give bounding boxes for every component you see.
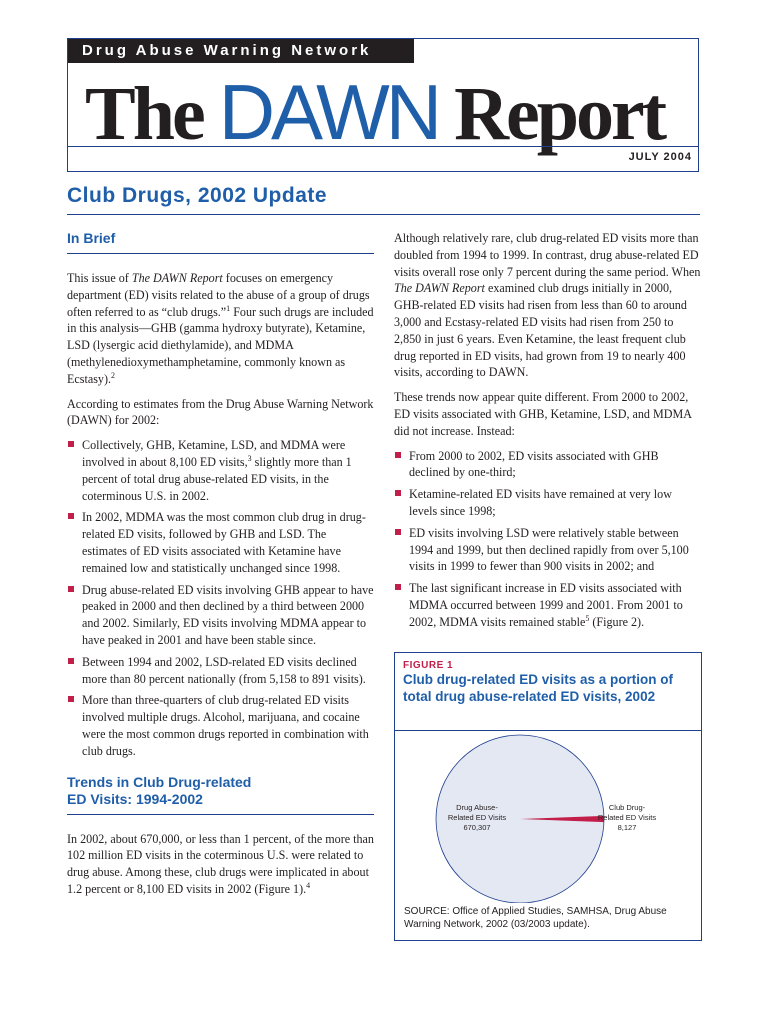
footnote-ref: 2 (111, 370, 115, 380)
text-run: ED visits involving LSD were relatively stable between 1994 and 1999, but then declined rapidly from over 5,100 visits in 1999 to fewer than 900 visits in 2002; and (409, 525, 689, 574)
footnote-ref: 4 (306, 880, 311, 890)
figure-source: SOURCE: Office of Applied Studies, SAMHSA, Drug Abuse Warning Network, 2002 (03/2003 update). (404, 906, 667, 930)
intro-paragraph (67, 270, 374, 388)
issue-date: JULY 2004 (628, 151, 692, 163)
publication-name: The DAWN Report (131, 271, 223, 285)
figure-label: FIGURE 1 (403, 660, 454, 671)
bullet-square-icon (68, 441, 74, 447)
figure-title: Club drug-related ED visits as a portion of total drug abuse-related ED visits, 2002 (403, 672, 674, 704)
figure-1 (394, 652, 702, 941)
bullet-square-icon (68, 696, 74, 702)
list-item (67, 437, 374, 504)
list-item (394, 486, 701, 520)
pie-label-abuse (429, 803, 525, 833)
in-brief-heading: In Brief (67, 230, 374, 254)
slice-label: Club Drug- (608, 803, 646, 812)
masthead-rule (68, 146, 698, 147)
text-run: This issue of (67, 271, 132, 285)
heading-line: Trends in Club Drug-related (67, 773, 252, 790)
list-item (394, 448, 701, 482)
bullet-square-icon (68, 658, 74, 664)
pie-label-club (589, 803, 665, 833)
text-run: focuses on emergency department (ED) visits related to the abuse of a group of drugs often referred to as “club drugs.” (67, 271, 370, 319)
text-run: examined club drugs initially in 2000, GHB-related ED visits had risen from less than 60 to around 3,000 and Ecstasy-related ED visits had risen from 250 to 2,850 in just 6 years. Even Ketamine, the least frequent club drug reported in ED visits, had grown from 19 to nearly 400 visits, according to DAWN. (394, 281, 687, 380)
list-item (67, 654, 374, 688)
text-run: slightly more than 1 percent of total drug abuse-related ED visits, in the coterminous U.S. in 2002. (82, 454, 352, 503)
bullet-square-icon (68, 586, 74, 592)
bullet-square-icon (68, 513, 74, 519)
in-brief-list (67, 437, 374, 759)
title-divider (67, 214, 700, 215)
title-the: The (85, 72, 203, 156)
bullet-square-icon (395, 490, 401, 496)
history-paragraph (394, 230, 701, 381)
trends-list (394, 448, 701, 631)
text-run: (Figure 2). (589, 614, 645, 629)
text-run: More than three-quarters of club drug-related ED visits involved multiple drugs. Alcohol, marijuana, and cocaine were the most common drugs reported in combination with club drugs. (82, 693, 369, 758)
masthead (67, 38, 699, 172)
text-run: In 2002, about 670,000, or less than 1 percent, of the more than 102 million ED visits in the coterminous U.S. were related to drug abuse. Among these, club drugs were implicated in about 1.2 percent or 8,100 ED visits in 2002 (Figure 1). (67, 831, 374, 896)
text-run: Collectively, GHB, Ketamine, LSD, and MDMA were involved in about 8,100 ED visits, (82, 438, 346, 469)
text-run: Between 1994 and 2002, LSD-related ED visits declined more than 80 percent nationally (from 5,158 to 891 visits). (82, 654, 366, 686)
list-item (67, 509, 374, 576)
trends-paragraph (67, 831, 374, 898)
network-name: Drug Abuse Warning Network (68, 39, 414, 63)
bullet-square-icon (395, 584, 401, 590)
text-run: Ketamine-related ED visits have remained at very low levels since 1998; (409, 487, 672, 518)
list-item (67, 582, 374, 649)
slice-label: Related ED Visits (597, 813, 657, 822)
bullet-square-icon (395, 529, 401, 535)
slice-label: Drug Abuse- (456, 803, 498, 812)
footnote-ref: 3 (247, 453, 252, 463)
right-column (394, 230, 701, 639)
list-item (394, 580, 701, 630)
publication-title (85, 67, 664, 157)
bullet-square-icon (395, 452, 401, 458)
page-title: Club Drugs, 2002 Update (67, 184, 328, 207)
footnote-ref: 5 (585, 613, 590, 623)
publication-name: The DAWN Report (394, 281, 485, 296)
heading-line: ED Visits: 1994-2002 (67, 790, 203, 807)
text-run: The last significant increase in ED visits associated with MDMA occurred between 1999 and 2001. From 2001 to 2002, MDMA visits remained stable (409, 581, 683, 629)
left-column (67, 230, 374, 906)
text-run: In 2002, MDMA was the most common club drug in drug-related ED visits, followed by GHB and LSD. The estimates of ED visits associated with Ketamine have remained low and statistically unchanged since 1998. (82, 510, 366, 575)
trends-heading (67, 774, 374, 815)
title-report: Report (454, 72, 665, 156)
slice-value: 670,307 (463, 823, 491, 832)
list-item (394, 525, 701, 575)
slice-label: Related ED Visits (447, 813, 507, 822)
slice-value: 8,127 (617, 823, 637, 832)
text-run: Drug abuse-related ED visits involving GHB appear to have peaked in 2000 and then declined by a third between 2000 and 2002. Similarly, ED visits involving MDMA appear to have peaked in 2001 and have been stable since. (82, 582, 374, 647)
footnote-ref: 1 (226, 303, 231, 313)
text-run: Four such drugs are included in this analysis—GHB (gamma hydroxy butyrate), Ketamine, LSD (lysergic acid diethylamide), and MDMA (methylenedioxymethamphetamine, commonly known as Ecstasy). (67, 304, 374, 386)
text-run: From 2000 to 2002, ED visits associated with GHB declined by one-third; (409, 448, 659, 480)
trends-change-paragraph: These trends now appear quite different. From 2000 to 2002, ED visits associated with GHB, Ketamine, LSD, and MDMA did not increase. Instead: (394, 390, 692, 438)
title-dawn: DAWN (218, 68, 439, 156)
text-run: Although relatively rare, club drug-related ED visits more than doubled from 1994 to 1999. In contrast, drug abuse-related ED visits overall rose only 7 percent during the same period. When (394, 231, 701, 279)
list-item (67, 692, 374, 759)
estimates-paragraph: According to estimates from the Drug Abuse Warning Network (DAWN) for 2002: (67, 396, 374, 428)
